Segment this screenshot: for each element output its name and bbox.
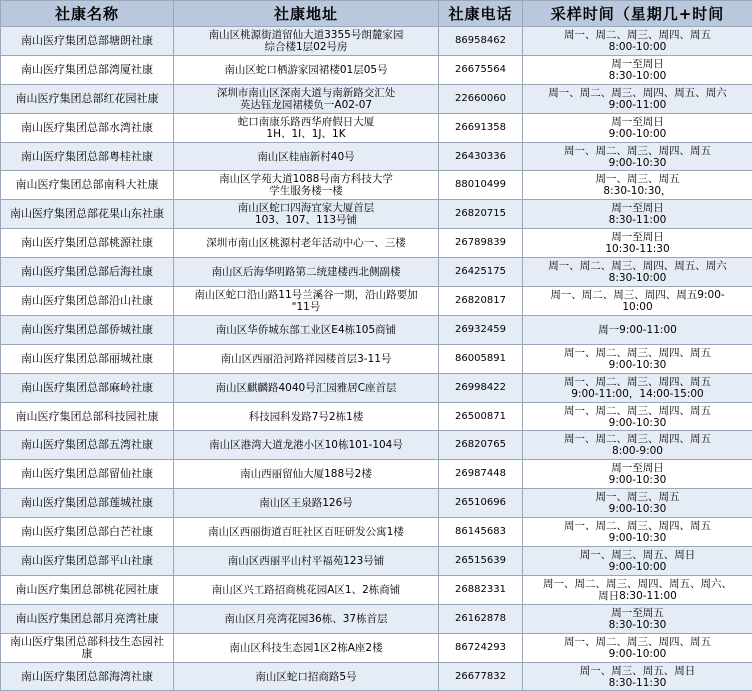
table-row [1, 84, 752, 113]
cell-time: 周一、周二、周三、周四、周五 8:00-9:00 [523, 431, 752, 460]
cell-phone: 22660060 [439, 84, 523, 113]
cell-phone: 26675564 [439, 55, 523, 84]
cell-address: 南山区学苑大道1088号南方科技大学 学生服务楼一楼 [174, 171, 439, 200]
table-row [1, 113, 752, 142]
table-row [1, 518, 752, 547]
cell-time: 周一、周二、周三、周四、周五、周六、 周日8:30-11:00 [523, 575, 752, 604]
cell-phone: 26430336 [439, 142, 523, 171]
table-row [1, 55, 752, 84]
cell-phone: 86724293 [439, 633, 523, 662]
cell-address: 南山区西丽沿河路祥园楼首层3-11号 [174, 344, 439, 373]
table-row [1, 258, 752, 287]
cell-time: 周一、周三、周五 9:00-10:30 [523, 489, 752, 518]
cell-name: 南山医疗集团总部五湾社康 [1, 431, 174, 460]
cell-time: 周一至周日 8:30-10:00 [523, 55, 752, 84]
table-row [1, 460, 752, 489]
table-row [1, 604, 752, 633]
cell-name: 南山医疗集团总部海湾社康 [1, 662, 174, 691]
table-row [1, 229, 752, 258]
cell-name: 南山医疗集团总部桃源社康 [1, 229, 174, 258]
cell-phone: 86958462 [439, 27, 523, 56]
table-row [1, 489, 752, 518]
cell-address: 南山区西丽平山村平福苑123号铺 [174, 547, 439, 576]
cell-address: 南山区蛇口沿山路11号兰溪谷一期，沿山路要加 "11号 [174, 287, 439, 316]
table-row [1, 402, 752, 431]
cell-time: 周一、周二、周三、周四、周五 9:00-10:30 [523, 518, 752, 547]
cell-phone: 26882331 [439, 575, 523, 604]
table-row [1, 171, 752, 200]
cell-name: 南山医疗集团总部花果山东社康 [1, 200, 174, 229]
cell-name: 南山医疗集团总部沿山社康 [1, 287, 174, 316]
cell-address: 南山区蛇口四海宜家大厦首层 103、107、113号铺 [174, 200, 439, 229]
cell-time: 周一至周五 8:30-10:30 [523, 604, 752, 633]
cell-address: 南山区西丽街道百旺社区百旺研发公寓1楼 [174, 518, 439, 547]
cell-name: 南山医疗集团总部塘朗社康 [1, 27, 174, 56]
cell-address: 深圳市南山区桃源村老年活动中心一、三楼 [174, 229, 439, 258]
cell-name: 南山医疗集团总部莲城社康 [1, 489, 174, 518]
cell-address: 南山区桂庙新村40号 [174, 142, 439, 171]
table-row [1, 575, 752, 604]
cell-address: 科技园科发路7号2栋1楼 [174, 402, 439, 431]
table-row [1, 315, 752, 344]
cell-address: 南山区港湾大道龙港小区10栋101-104号 [174, 431, 439, 460]
cell-address: 南山区华侨城东部工业区E4栋105商铺 [174, 315, 439, 344]
table-row [1, 373, 752, 402]
cell-address: 南山区后海华明路第二统建楼西北侧副楼 [174, 258, 439, 287]
cell-time: 周一、周二、周三、周四、周五9:00- 10:00 [523, 287, 752, 316]
cell-time: 周一、周二、周三、周四、周五 9:00-10:30 [523, 402, 752, 431]
table-row [1, 200, 752, 229]
cell-address: 南山区兴工路招商桃花园A区1、2栋商铺 [174, 575, 439, 604]
cell-phone: 88010499 [439, 171, 523, 200]
cell-address: 深圳市南山区深南大道与南新路交汇处 英达钰龙园裙楼负一A02-07 [174, 84, 439, 113]
cell-phone: 26998422 [439, 373, 523, 402]
cell-name: 南山医疗集团总部留仙社康 [1, 460, 174, 489]
cell-name: 南山医疗集团总部侨城社康 [1, 315, 174, 344]
cell-phone: 26820715 [439, 200, 523, 229]
cell-time: 周一、周三、周五 8:30-10:30， [523, 171, 752, 200]
table-row [1, 633, 752, 662]
cell-time: 周一、周二、周三、周四、周五 8:00-10:00 [523, 27, 752, 56]
cell-phone: 86005891 [439, 344, 523, 373]
cell-name: 南山医疗集团总部丽城社康 [1, 344, 174, 373]
cell-time: 周一至周日 9:00-10:00 [523, 113, 752, 142]
cell-name: 南山医疗集团总部红花园社康 [1, 84, 174, 113]
cell-phone: 26820817 [439, 287, 523, 316]
header-row [1, 1, 752, 27]
table-row [1, 287, 752, 316]
table-row [1, 142, 752, 171]
cell-phone: 26510696 [439, 489, 523, 518]
cell-name: 南山医疗集团总部平山社康 [1, 547, 174, 576]
cell-phone: 26500871 [439, 402, 523, 431]
header-address: 社康地址 [174, 1, 439, 27]
cell-address: 南山区王泉路126号 [174, 489, 439, 518]
cell-address: 南山区蛇口招商路5号 [174, 662, 439, 691]
cell-name: 南山医疗集团总部科技生态园社 康 [1, 633, 174, 662]
cell-phone: 26691358 [439, 113, 523, 142]
cell-address: 南山区科技生态园1区2栋A座2楼 [174, 633, 439, 662]
cell-time: 周一9:00-11:00 [523, 315, 752, 344]
cell-time: 周一至周日 9:00-10:30 [523, 460, 752, 489]
cell-address: 南山西丽留仙大厦188号2楼 [174, 460, 439, 489]
cell-name: 南山医疗集团总部白芒社康 [1, 518, 174, 547]
cell-time: 周一、周二、周三、周四、周五、周六 8:30-10:00 [523, 258, 752, 287]
table-row [1, 662, 752, 691]
cell-address: 南山区蛇口栖游家园裙楼01层05号 [174, 55, 439, 84]
cell-name: 南山医疗集团总部湾厦社康 [1, 55, 174, 84]
cell-name: 南山医疗集团总部桃花园社康 [1, 575, 174, 604]
cell-address: 南山区桃源街道留仙大道3355号朗麓家园 综合楼1层02号房 [174, 27, 439, 56]
cell-time: 周一、周二、周三、周四、周五 9:00-10:30 [523, 344, 752, 373]
cell-time: 周一、周三、周五、周日 8:30-11:30 [523, 662, 752, 691]
cell-phone: 26515639 [439, 547, 523, 576]
table-row [1, 27, 752, 56]
cell-time: 周一、周二、周三、周四、周五 9:00-11:00，14:00-15:00 [523, 373, 752, 402]
cell-name: 南山医疗集团总部粤桂社康 [1, 142, 174, 171]
cell-name: 南山医疗集团总部麻岭社康 [1, 373, 174, 402]
cell-phone: 26162878 [439, 604, 523, 633]
table-row [1, 547, 752, 576]
header-name: 社康名称 [1, 1, 174, 27]
cell-time: 周一、周三、周五、周日 9:00-10:00 [523, 547, 752, 576]
cell-phone: 86145683 [439, 518, 523, 547]
cell-name: 南山医疗集团总部南科大社康 [1, 171, 174, 200]
cell-time: 周一、周二、周三、周四、周五 9:00-10:30 [523, 142, 752, 171]
cell-time: 周一、周二、周三、周四、周五 9:00-10:00 [523, 633, 752, 662]
table-row [1, 431, 752, 460]
cell-time: 周一至周日 8:30-11:00 [523, 200, 752, 229]
cell-phone: 26932459 [439, 315, 523, 344]
cell-name: 南山医疗集团总部科技园社康 [1, 402, 174, 431]
cell-phone: 26987448 [439, 460, 523, 489]
cell-phone: 26820765 [439, 431, 523, 460]
cell-phone: 26425175 [439, 258, 523, 287]
cell-time: 周一、周二、周三、周四、周五、周六 9:00-11:00 [523, 84, 752, 113]
cell-address: 南山区月亮湾花园36栋、37栋首层 [174, 604, 439, 633]
header-phone: 社康电话 [439, 1, 523, 27]
cell-phone: 26677832 [439, 662, 523, 691]
table-row [1, 344, 752, 373]
cell-name: 南山医疗集团总部月亮湾社康 [1, 604, 174, 633]
cell-name: 南山医疗集团总部后海社康 [1, 258, 174, 287]
cell-address: 蛇口南康乐路西华府假日大厦 1H、1I、1J、1K [174, 113, 439, 142]
cell-name: 南山医疗集团总部水湾社康 [1, 113, 174, 142]
cell-address: 南山区麒麟路4040号汇园雅居C座首层 [174, 373, 439, 402]
cell-phone: 26789839 [439, 229, 523, 258]
header-time: 采样时间（星期几+时间 [523, 1, 752, 27]
cell-time: 周一至周日 10:30-11:30 [523, 229, 752, 258]
